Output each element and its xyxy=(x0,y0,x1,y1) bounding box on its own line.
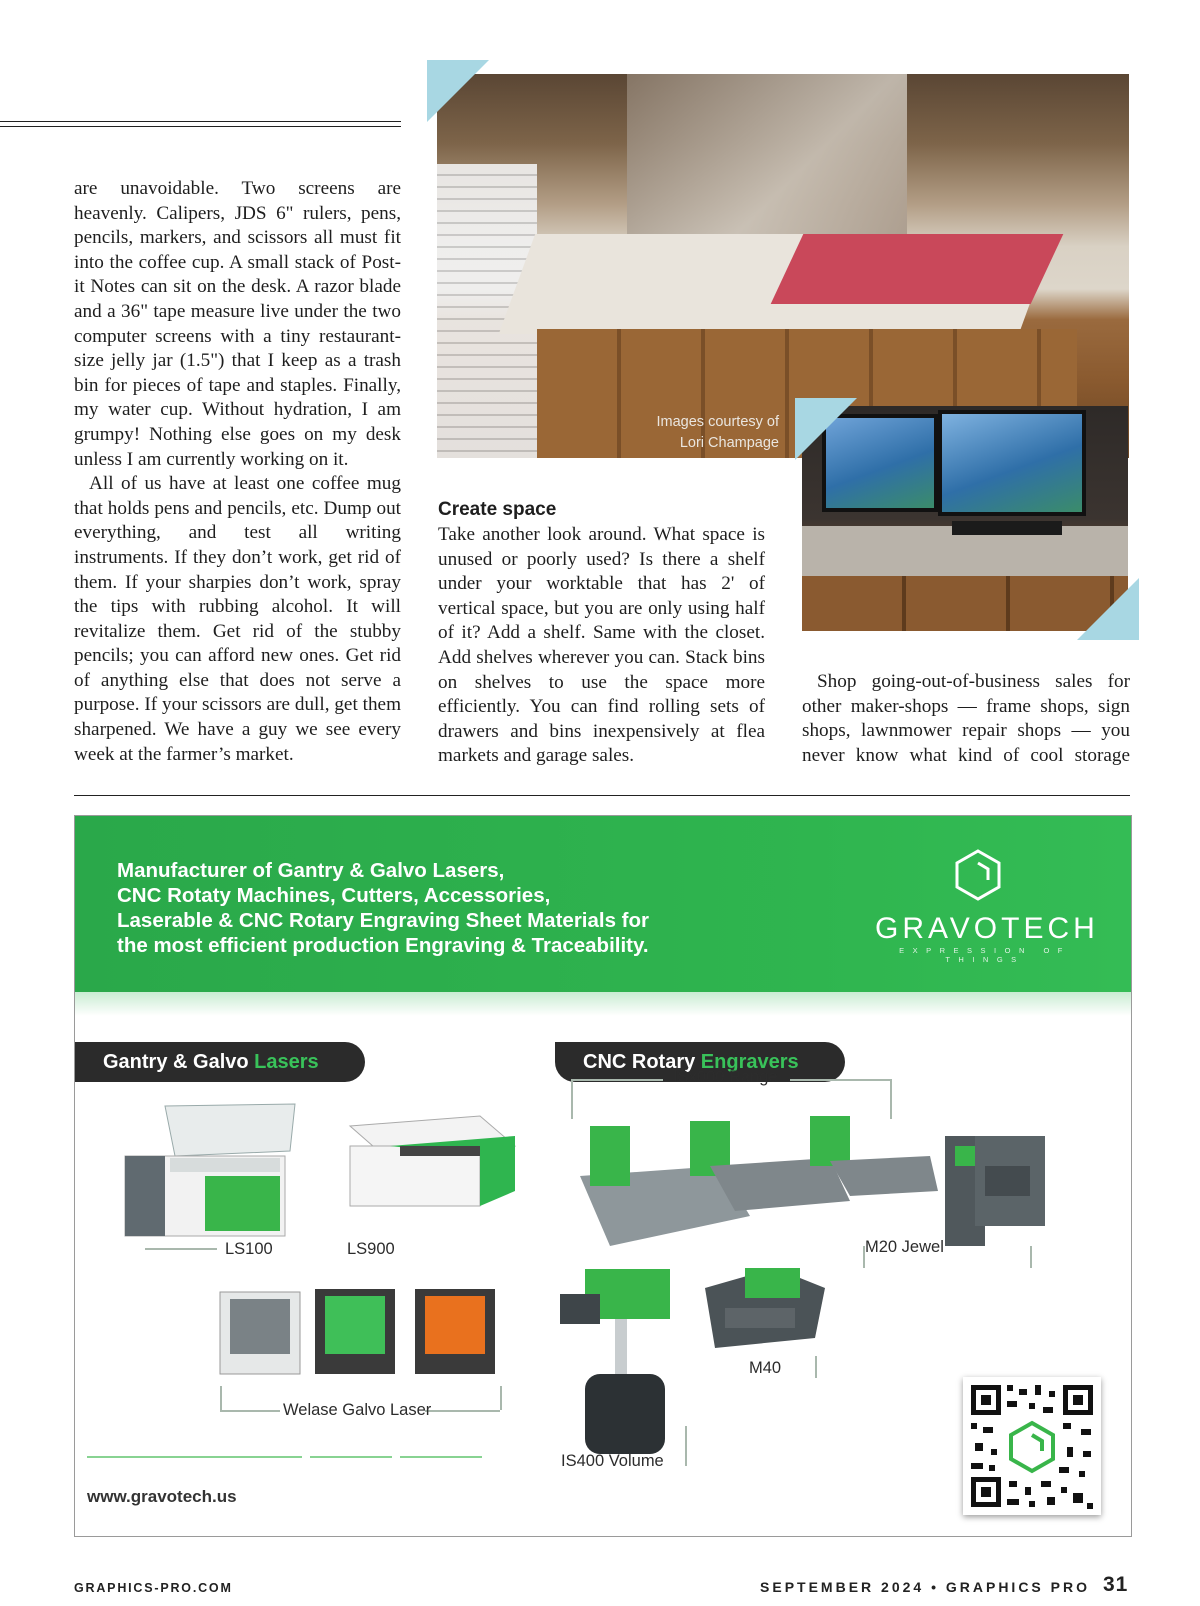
paragraph-2: All of us have at least one coffee mug that holds pens and pencils, etc. Dump out everything, and test all writing instruments. If they don’t work, get rid of them. If your sharpies don’t work, spray the tips with rubbing alcohol. It will revitalize them. Get rid of the stubby pencils; you can afford new ones. Get rid of anything else that does not serve a purpose. If your scissors are dull, get them sharpened. We have a guy we see every week at the farmer’s market. xyxy=(74,473,401,765)
article-column-1 xyxy=(74,177,401,767)
paragraph-4: Shop going-out-of-business sales for other maker-shops — frame shops, sign shops, lawnmower repair shops — you never know what kind of cool storage xyxy=(802,671,1130,766)
engravers-section-label: CNC Rotary Engravers xyxy=(555,1042,845,1082)
brand-slogan: EXPRESSION OF THINGS xyxy=(899,946,1071,964)
m20-jewel-machine xyxy=(935,1126,1085,1251)
ls900-machine xyxy=(330,1106,520,1216)
is400-label: IS400 Volume xyxy=(561,1452,664,1470)
wall-art xyxy=(627,74,907,244)
m40-machine xyxy=(695,1248,835,1358)
ad-url[interactable]: www.gravotech.us xyxy=(87,1487,237,1506)
ls900-label: LS900 xyxy=(347,1240,395,1258)
workshop-photo xyxy=(437,74,1129,458)
m40-label: M40 xyxy=(749,1359,782,1377)
section-heading: Create space xyxy=(438,499,557,520)
m20-label: M20 Jewel xyxy=(865,1238,944,1256)
isx000-machines xyxy=(570,1106,940,1256)
top-rule xyxy=(0,121,401,122)
corner-accent-3 xyxy=(1077,578,1139,640)
gravotech-logo-icon xyxy=(955,849,1001,901)
footer-issue: SEPTEMBER 2024 • GRAPHICS PRO xyxy=(760,1579,1090,1595)
monitor-right xyxy=(938,410,1086,516)
lasers-section-label: Gantry & Galvo Lasers xyxy=(75,1042,365,1082)
ls100-label: LS100 xyxy=(225,1240,273,1258)
article-column-2 xyxy=(438,523,765,769)
qr-code-icon xyxy=(963,1377,1101,1515)
brand-name: GRAVOTECH xyxy=(875,912,1099,945)
paragraph-3: Take another look around. What space is unused or poorly used? Is there a shelf under your worktable that has 2' of vertical space, but you are only using half of it? Add a shelf. Same with the closet. Add shelves wherever you can. Stack bins on shelves to use the space more efficiently. You can find rolling sets of drawers and bins inexpensively at flea markets and garage sales. xyxy=(438,524,765,767)
corner-accent-2 xyxy=(795,398,857,460)
photo-caption: Images courtesy of Lori Champage xyxy=(656,414,779,451)
footer-site: GRAPHICS-PRO.COM xyxy=(74,1581,233,1595)
is400-volume-machine xyxy=(555,1264,685,1459)
welase-label: Welase Galvo Laser xyxy=(283,1401,432,1419)
welase-machines xyxy=(215,1284,505,1380)
page-number: 31 xyxy=(1103,1573,1129,1596)
keyboard xyxy=(952,521,1062,535)
red-cloth xyxy=(771,234,1064,304)
paragraph-1: are unavoidable. Two screens are heavenly. Calipers, JDS 6" rulers, pens, pencils, markers, and scissors all must fit into the coffee cup. A small stack of Post-it Notes can sit on the desk. A razor blade and a 36" tape measure live under the two computer screens with a tiny restaurant-size jelly jar (1.5") that I keep as a trash bin for pieces of tape and staples. Finally, my water cup. Without hydration, I am grumpy! Nothing else goes on my desk unless I am currently working on it. xyxy=(74,178,401,470)
isx000-label: ISx000 Range xyxy=(673,1068,778,1086)
corner-accent-1 xyxy=(427,60,489,122)
gravotech-ad[interactable] xyxy=(74,815,1132,1537)
ls100-machine xyxy=(115,1096,305,1246)
article-column-3 xyxy=(802,670,1130,768)
separator-rule xyxy=(74,795,1130,796)
top-rule-2 xyxy=(0,126,401,127)
qr-code[interactable] xyxy=(963,1377,1101,1515)
ad-tagline: Manufacturer of Gantry & Galvo Lasers, CNC Rotaty Machines, Cutters, Accessories, Laserable & CNC Rotary Engraving Sheet Materials for the most efficient production Engraving & Traceability. xyxy=(117,859,650,957)
